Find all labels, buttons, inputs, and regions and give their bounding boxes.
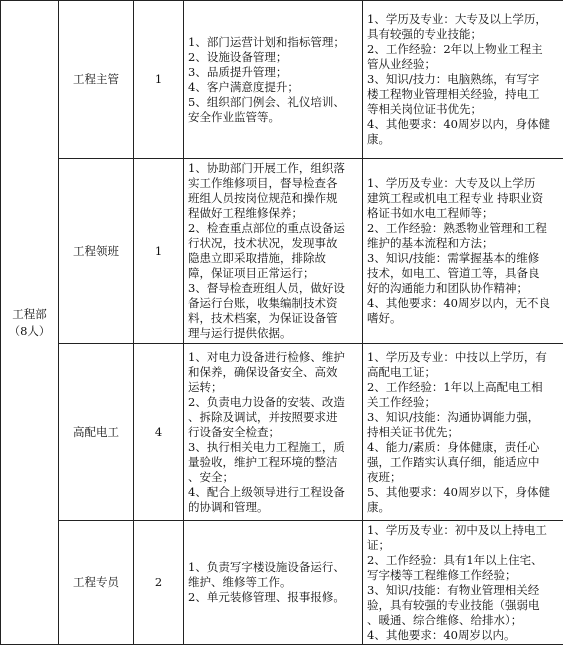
requirement-line: 证； [367,538,560,553]
count-cell [134,1,184,159]
duty-line: 、拆除及调试，并按照要求进 [188,410,359,425]
position-name: 高配电工 [73,425,119,439]
requirement-line: 5、其他要求：40周岁以下，身体健 [367,485,560,500]
duty-line: 实工作维修项目，督导检查各 [188,176,359,191]
requirement-line: 2、工作经验：2年以上物业工程主 [367,42,560,57]
headcount: 4 [155,425,162,439]
table-row [1,344,563,521]
department-cell [1,1,59,645]
duty-line: 程做好工程维修保养； [188,206,359,221]
requirement-line: 康。 [367,500,560,515]
duties-cell [184,344,363,521]
requirement-line: 维护的基本流程和方法； [367,236,560,251]
duty-line: 3、督导检查班组人员，做好设 [188,281,359,296]
requirement-line: 2、工作经验：具有1年以上住宅、 [367,553,560,568]
requirement-line: 2、工作经验：熟悉物业管理和工程 [367,221,560,236]
requirement-line: 格证书如水电工程师等； [367,206,560,221]
requirement-line: 强，工作踏实认真仔细，能适应中 [367,455,560,470]
requirement-line: 康。 [367,132,560,147]
requirement-line: 1、学历及专业：中技以上学历，有 [367,350,560,365]
duty-line: 量验收，维护工程环境的整洁 [188,455,359,470]
position-name: 工程主管 [73,72,119,86]
duty-line: 的协调和管理。 [188,500,359,515]
duty-line: 3、品质提升管理； [188,65,359,80]
position-cell [59,159,134,344]
requirement-line: 等相关岗位证书优先； [367,102,560,117]
duty-line: 1、协助部门开展工作，组织落 [188,161,359,176]
requirement-line: 管从业经验； [367,57,560,72]
duty-line: 、安全； [188,470,359,485]
duty-line: 2、负责电力设备的安装、改造 [188,395,359,410]
count-cell [134,521,184,645]
requirement-line: 好的沟通能力和团队协作精神； [367,281,560,296]
requirement-line: 嗜好。 [367,311,560,326]
requirement-line: 3、知识/技能：需掌握基本的维修 [367,251,560,266]
duty-line: 4、客户满意度提升； [188,80,359,95]
requirement-line: 3、知识/技能：沟通协调能力强， [367,410,560,425]
headcount: 1 [155,244,162,258]
requirement-line: 1、学历及专业：初中及以上持电工 [367,523,560,538]
position-cell [59,344,134,521]
duty-line: 2、检查重点部位的重点设备运 [188,221,359,236]
duties-cell [184,1,363,159]
requirement-line: 关工作经验； [367,395,560,410]
requirement-line: 3、知识/技能：有物业管理相关经 [367,583,560,598]
requirement-line: 4、其他要求：40周岁以内，无不良 [367,296,560,311]
department-name: 工程部（8人） [8,306,52,340]
requirement-line: 技术，如电工、管道工等，具备良 [367,266,560,281]
duty-line: 维护、维修等工作。 [188,575,359,590]
duty-line: 理与运行提供依据。 [188,326,359,341]
requirement-line: 持相关证书优先； [367,425,560,440]
requirement-line: 4、能力/素质：身体健康，责任心 [367,440,560,455]
table-row [1,521,563,645]
count-cell [134,159,184,344]
requirement-line: 夜班； [367,470,560,485]
table-row [1,159,563,344]
requirement-line: 4、其他要求：40周岁以内。 [367,628,560,643]
duty-line: 障，保证项目正常运行； [188,266,359,281]
position-name: 工程专员 [73,575,119,589]
duty-line: 1、负责写字楼设施设备运行、 [188,560,359,575]
requirement-line: 、暖通、综合维修、给排水）； [367,613,560,628]
count-cell [134,344,184,521]
duties-cell [184,159,363,344]
duty-line: 备运行台账，收集编制技术资 [188,296,359,311]
duty-line: 行状况，技术状况，发现事故 [188,236,359,251]
duty-line: 行设备安全检查； [188,425,359,440]
requirements-cell [363,521,563,645]
duties-cell [184,521,363,645]
duty-line: 班组人员按岗位规范和操作规 [188,191,359,206]
headcount: 2 [155,575,162,589]
duty-line: 安全作业监管等。 [188,110,359,125]
requirement-line: 高配电工证； [367,365,560,380]
requirement-line: 验，具有较强的专业技能（强弱电 [367,598,560,613]
requirement-line: 楼工程物业管理相关经验，持电工 [367,87,560,102]
requirements-cell [363,1,563,159]
duty-line: 5、组织部门例会、礼仪培训、 [188,95,359,110]
duty-line: 和保养，确保设备安全、高效 [188,365,359,380]
duty-line: 4、配合上级领导进行工程设备 [188,485,359,500]
duty-line: 2、设施设备管理； [188,50,359,65]
requirement-line: 4、其他要求：40周岁以内，身体健 [367,117,560,132]
position-cell [59,1,134,159]
duty-line: 1、部门运营计划和指标管理； [188,35,359,50]
requirement-line: 1、学历及专业：大专及以上学历 [367,176,560,191]
position-name: 工程领班 [73,244,119,258]
requirement-line: 建筑工程或机电工程专业 持职业资 [367,191,560,206]
table-row [1,1,563,159]
requirement-line: 3、知识/技力：电脑熟练，有写字 [367,72,560,87]
duty-line: 1、对电力设备进行检修、维护 [188,350,359,365]
requirement-line: 具有较强的专业技能； [367,27,560,42]
requirements-cell [363,344,563,521]
requirement-line: 写字楼等工程维修工作经验； [367,568,560,583]
position-cell [59,521,134,645]
duty-line: 运转； [188,380,359,395]
requirements-cell [363,159,563,344]
duty-line: 隐患立即采取措施，排除故 [188,251,359,266]
duty-line: 3、执行相关电力工程施工，质 [188,440,359,455]
duty-line: 料，技术档案，为保证设备管 [188,311,359,326]
requirement-line: 1、学历及专业：大专及以上学历， [367,12,560,27]
headcount: 1 [155,72,162,86]
requirement-line: 2、工作经验：1年以上高配电工相 [367,380,560,395]
duty-line: 2、单元装修管理、报事报修。 [188,590,359,605]
